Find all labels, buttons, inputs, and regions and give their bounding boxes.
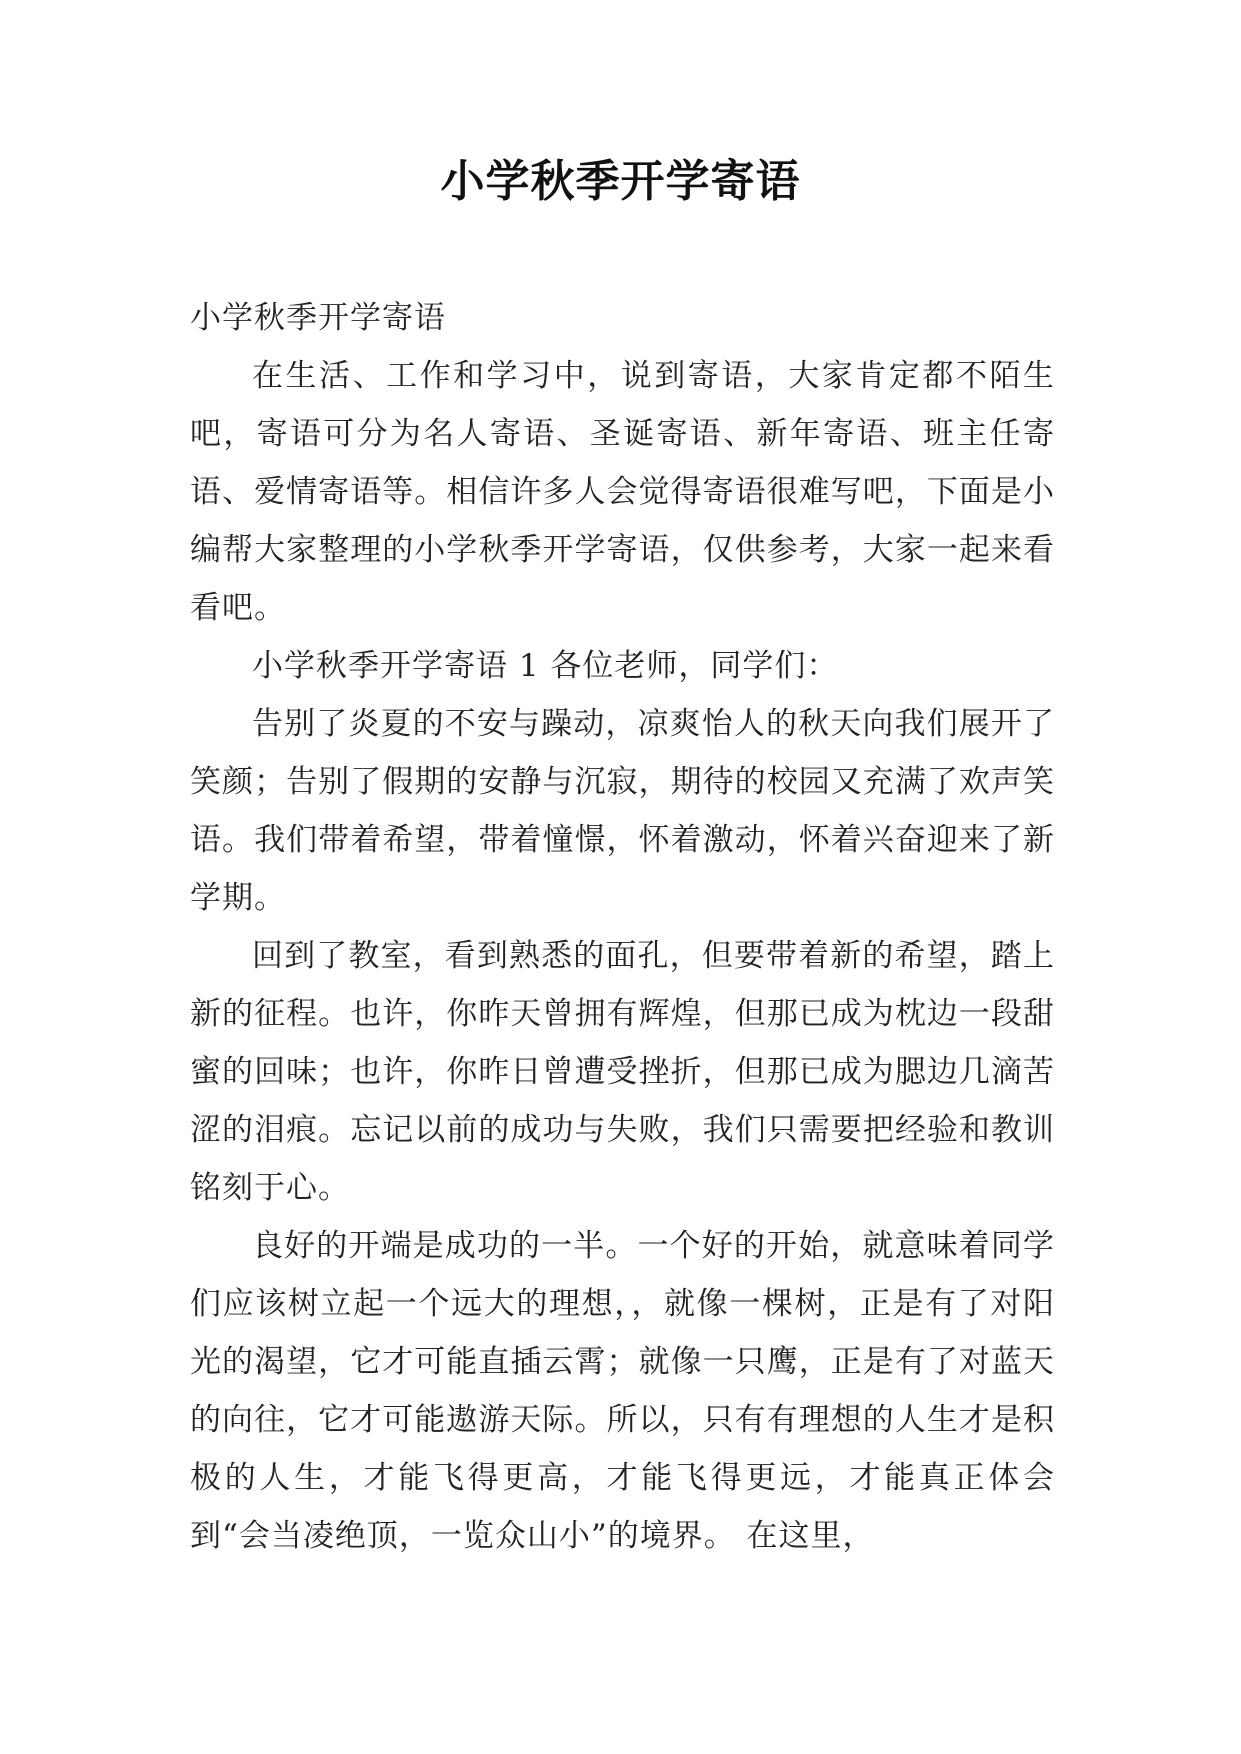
document-title: 小学秋季开学寄语 [440,156,801,207]
paragraph-heading: 小学秋季开学寄语 [190,300,446,336]
paragraph-intro: 在生活、工作和学习中，说到寄语，大家肯定都不陌生吧，寄语可分为名人寄语、圣诞寄语、新年寄语、班主任寄语、爱情寄语等。相信许多人会觉得寄语很难写吧，下面是小编帮大家整理的小学秋季开学寄语，仅供参考，大家一起来看看吧。 [190,358,1055,626]
paragraph-classroom: 回到了教室，看到熟悉的面孔，但要带着新的希望，踏上新的征程。也许，你昨天曾拥有辉煌，但那已成为枕边一段甜蜜的回味；也许，你昨日曾遭受挫折，但那已成为腮边几滴苦涩的泪痕。忘记以前的成功与失败，我们只需要把经验和教训铭刻于心。 [190,938,1055,1206]
paragraph-good-start: 良好的开端是成功的一半。一个好的开始，就意味着同学们应该树立起一个远大的理想，，就像一棵树，正是有了对阳光的渴望，它才可能直插云霄；就像一只鹰，正是有了对蓝天的向往，它才可能遨游天际。所以，只有有理想的人生才是积极的人生，才能飞得更高，才能飞得更远，才能真正体会到“会当凌绝顶，一览众山小”的境界。 在这里， [190,1228,1055,1554]
paragraph-autumn: 告别了炎夏的不安与躁动，凉爽怡人的秋天向我们展开了笑颜；告别了假期的安静与沉寂，期待的校园又充满了欢声笑语。我们带着希望，带着憧憬，怀着激动，怀着兴奋迎来了新学期。 [190,706,1055,916]
document-body [190,289,1055,1565]
paragraph-greeting: 小学秋季开学寄语 1 各位老师，同学们： [252,648,839,684]
